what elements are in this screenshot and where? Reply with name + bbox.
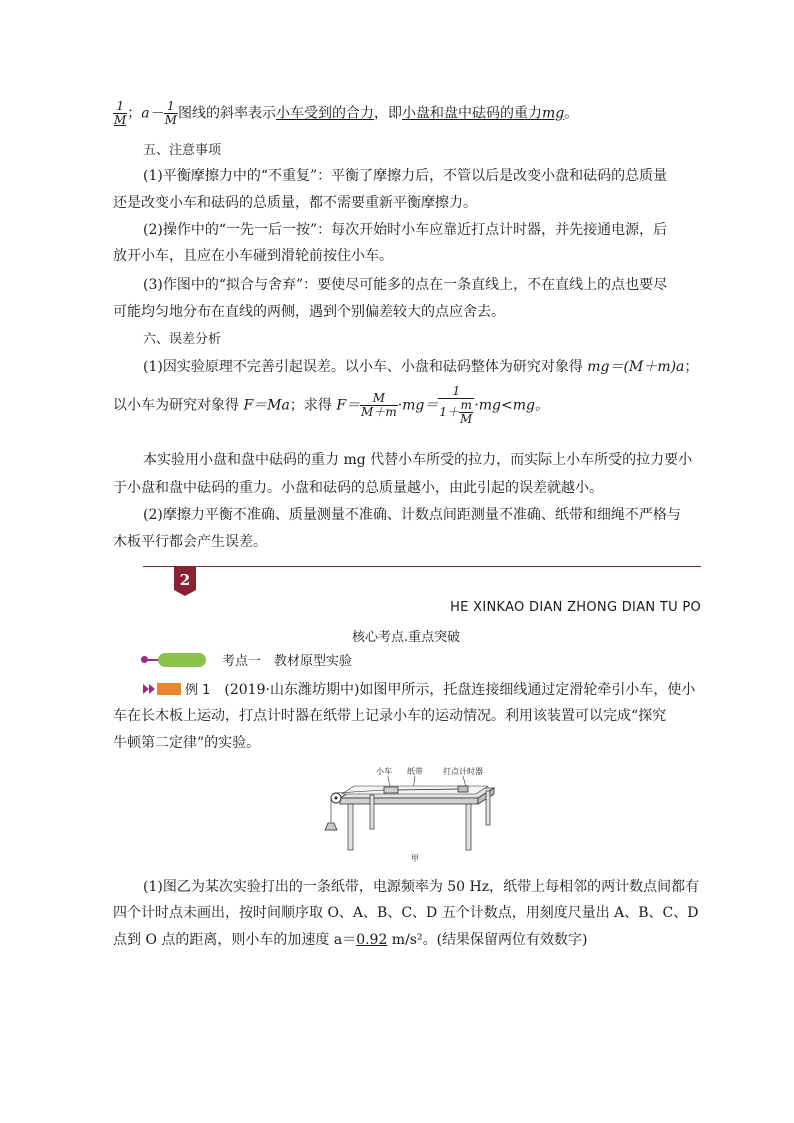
kaodian-label: 考点一 教材原型实验: [222, 654, 353, 669]
question-line: 四个计时点未画出，按时间顺序取 O、A、B、C、D 五个计数点，用刻度尺量出 A、B、C、D: [113, 905, 699, 921]
frac-denominator: M: [114, 113, 127, 127]
equation: F＝: [336, 397, 361, 414]
text: (2019·山东潍坊期中)如图甲所示，托盘连接细线通过定滑轮牵引小车，使小: [224, 682, 696, 698]
text: ；求得: [289, 397, 337, 414]
section-heading-6: 六、误差分析: [143, 332, 222, 347]
answer-underline-1: 小车受到的合力: [275, 105, 374, 122]
equation: ·mg<mg。: [474, 397, 549, 414]
var-mg: mg: [541, 105, 565, 122]
kaodian-connector: [143, 659, 159, 661]
text: m/s²。(结果保留两位有效数字): [387, 932, 588, 948]
section-subtitle: 核心考点.重点突破: [352, 630, 461, 645]
inner-fraction: [459, 399, 473, 426]
figure-caption: 甲: [411, 854, 419, 863]
text: 。: [564, 105, 579, 122]
frac-numerator: 1: [438, 385, 474, 399]
masthead-rule: [143, 566, 701, 567]
paragraph-line: 还是改变小车和砝码的总质量，都不需要重新平衡摩擦力。: [113, 195, 477, 211]
top-formula-line: [113, 100, 578, 127]
frac-numerator: M: [360, 392, 398, 406]
answer-underline-2: 小盘和盘中砝码的重力: [401, 105, 542, 122]
fraction-compound: [438, 385, 474, 426]
paragraph-line: (2)操作中的“一先一后一按”：每次开始时小车应靠近打点计时器，并先接通电源，后: [143, 222, 668, 238]
label-tape: 纸带: [407, 767, 423, 776]
paragraph-line: (1)平衡摩擦力中的“不重复”：平衡了摩擦力后，不管以后是改变小盘和砝码的总质量: [143, 168, 668, 184]
example-line: [185, 680, 695, 701]
badge-number: 2: [179, 571, 191, 589]
text: ；: [684, 359, 699, 375]
paragraph-line: (3)作图中的“拟合与舍弃”：要使尽可能多的点在一条直线上，不在直线上的点也要尽: [143, 277, 668, 293]
kaodian-pill-icon: [158, 653, 206, 667]
paragraph-line: 本实验用小盘和盘中砝码的重力 mg 代替小车所受的拉力，而实际上小车所受的拉力要小: [143, 452, 693, 468]
frac-denominator: M: [460, 412, 473, 426]
separator: ；: [127, 105, 142, 122]
text: (1)因实验原理不完善引起误差。以小车、小盘和砝码整体为研究对象得: [143, 359, 588, 375]
example-line: 车在长木板上运动，打点计时器在纸带上记录小车的运动情况。利用该装置可以完成“探究: [113, 708, 667, 724]
example-line: 牛顿第二定律”的实验。: [113, 735, 261, 751]
answer-value: 0.92: [356, 932, 388, 948]
frac-numerator: 1: [164, 100, 178, 114]
frac-denominator: M＋m: [361, 405, 397, 419]
section-heading-5: 五、注意事项: [143, 143, 222, 158]
label-car: 小车: [376, 767, 392, 776]
text: 1＋: [439, 405, 460, 419]
paragraph-line: 放开小车，且应在小车碰到滑轮前按住小车。: [113, 248, 393, 264]
equation: F＝Ma: [243, 397, 290, 414]
equation: mg＝(M＋m)a: [587, 359, 685, 375]
frac-denominator: M: [164, 113, 177, 127]
frac-numerator: 1: [113, 100, 127, 114]
text: ，即: [373, 105, 402, 122]
fraction-1-over-M-2: [164, 100, 178, 127]
example-label: 例 1: [185, 683, 211, 698]
paragraph-line: 于小盘和盘中砝码的重力。小盘和砝码的总质量越小，由此引起的误差就越小。: [113, 480, 603, 496]
fraction-M-over-M-plus-m: [360, 392, 398, 419]
frac-numerator: m: [460, 398, 472, 412]
paragraph-line: 木板平行都会产生误差。: [113, 534, 267, 550]
label-timer: 打点计时器: [443, 767, 483, 776]
text: 点到 O 点的距离，则小车的加速度 a＝: [113, 932, 357, 948]
fraction-1-over-M: [113, 100, 127, 127]
question-line: (1)图乙为某次实验打出的一条纸带，电源频率为 50 Hz，纸带上每相邻的两计数点间都有: [143, 879, 700, 895]
text: 图线的斜率表示: [177, 105, 276, 122]
a-minus: a－: [141, 105, 164, 122]
equation: ·mg＝: [397, 397, 439, 414]
paragraph-line: [143, 357, 698, 377]
paragraph-line: (2)摩擦力平衡不准确、质量测量不准确、计数点间距测量不准确、纸带和细绳不严格与: [143, 507, 681, 523]
apparatus-figure: [318, 760, 508, 865]
section-pinyin: HE XINKAO DIAN ZHONG DIAN TU PO: [450, 600, 701, 615]
question-line: [113, 930, 588, 950]
frac-denominator: [438, 399, 474, 426]
section-number-badge: [174, 566, 196, 596]
text: 以小车为研究对象得: [113, 397, 244, 414]
paragraph-line: 可能均匀地分布在直线的两侧，遇到个别偏差较大的点应舍去。: [113, 304, 505, 320]
paragraph-line-formula: [113, 385, 549, 426]
example-marker-icon: [143, 682, 183, 696]
